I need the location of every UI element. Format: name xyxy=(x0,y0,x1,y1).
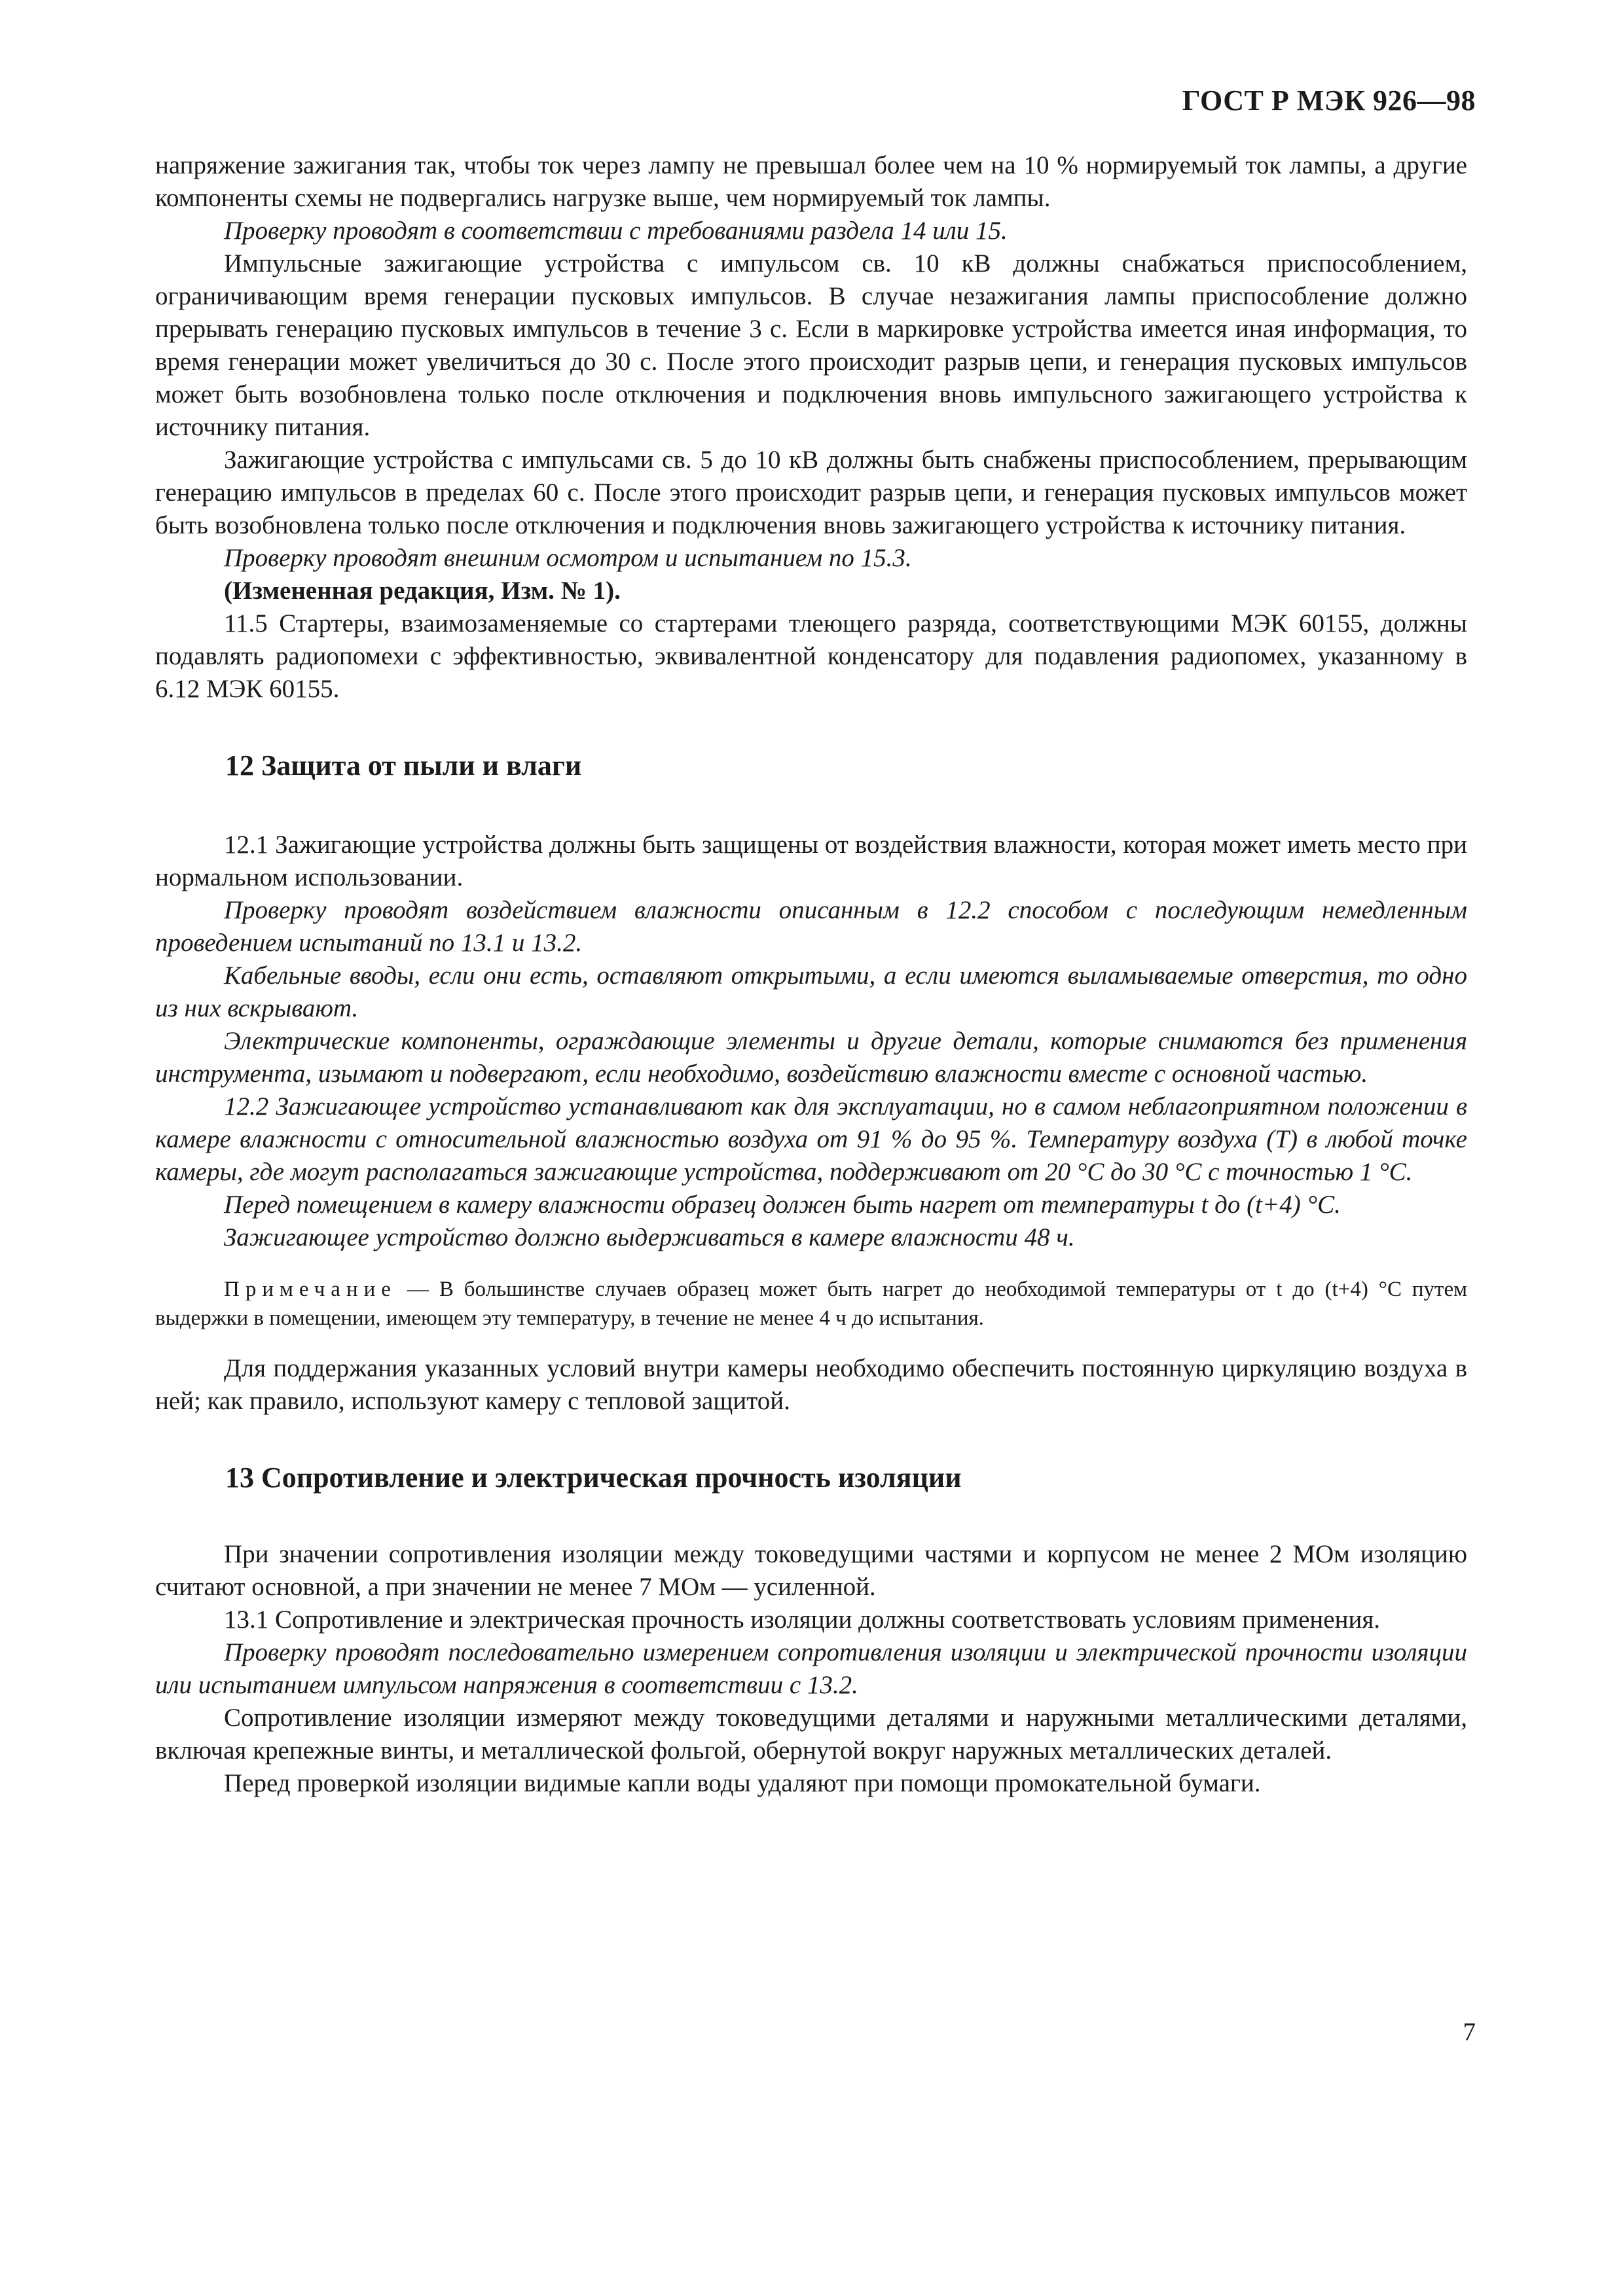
paragraph-amendment-note: (Измененная редакция, Изм. № 1). xyxy=(224,577,621,605)
spacer xyxy=(155,785,1467,829)
paragraph-check-sections-14-15: Проверку проводят в соответствии с требованиями раздела 14 или 15. xyxy=(224,217,1008,245)
spacer xyxy=(155,1333,1467,1352)
paragraph-measurement-points: Сопротивление изоляции измеряют между токоведущими деталями и наружными металлическими деталями, включая крепежные винты, и металлической фольгой, обернутой вокруг наружных металлических деталей. xyxy=(155,1704,1467,1765)
page-body xyxy=(155,149,1467,1800)
spacer xyxy=(155,706,1467,746)
paragraph-check-15-3: Проверку проводят внешним осмотром и испытанием по 15.3. xyxy=(224,544,912,572)
paragraph-48h: Зажигающее устройство должно выдерживаться в камере влажности 48 ч. xyxy=(224,1223,1075,1251)
spacer xyxy=(155,1498,1467,1538)
paragraph-12-1-check: Проверку проводят воздействием влажности описанным в 12.2 способом с последующим немедленным проведением испытаний по 13.1 и 13.2. xyxy=(155,896,1467,957)
paragraph-electrical-components: Электрические компоненты, ограждающие элементы и другие детали, которые снимаются без применения инструмента, изымают и подвергают, если необходимо, воздействию влажности вместе с основной частью. xyxy=(155,1027,1467,1088)
paragraph-11-5-starters: 11.5 Стартеры, взаимозаменяемые со стартерами тлеющего разряда, соответствующими МЭК 60155, должны подавлять радиопомехи с эффективностью, эквивалентной конденсатору для подавления радиопомех, указанному в 6.12 МЭК 60155. xyxy=(155,609,1467,703)
note-block xyxy=(155,1275,1467,1333)
paragraph-air-circulation: Для поддержания указанных условий внутри камеры необходимо обеспечить постоянную циркуляцию воздуха в ней; как правило, используют камеру с тепловой защитой. xyxy=(155,1354,1467,1415)
paragraph-insulation-resistance-values: При значении сопротивления изоляции между токоведущими частями и корпусом не менее 2 МОм изоляцию считают основной, а при значении не менее 7 МОм — усиленной. xyxy=(155,1540,1467,1601)
paragraph-ignition-voltage: напряжение зажигания так, чтобы ток через лампу не превышал более чем на 10 % нормируемый ток лампы, а другие компоненты схемы не подвергались нагрузке выше, чем нормируемый ток лампы. xyxy=(155,151,1467,212)
paragraph-cable-entries: Кабельные вводы, если они есть, оставляют открытыми, а если имеются выламываемые отверстия, то одно из них вскрывают. xyxy=(155,961,1467,1022)
paragraph-13-1-check: Проверку проводят последовательно измерением сопротивления изоляции и электрической прочности изоляции или испытанием импульсом напряжения в соответствии с 13.2. xyxy=(155,1638,1467,1699)
paragraph-preheat: Перед помещением в камеру влажности образец должен быть нагрет от температуры t до (t+4) °С. xyxy=(224,1191,1341,1219)
section-13-heading: 13 Сопротивление и электрическая прочность изоляции xyxy=(225,1462,962,1494)
note-label: Примечание xyxy=(224,1278,397,1301)
paragraph-13-1: 13.1 Сопротивление и электрическая прочность изоляции должны соответствовать условиям применения. xyxy=(224,1605,1381,1634)
paragraph-12-1: 12.1 Зажигающие устройства должны быть защищены от воздействия влажности, которая может иметь место при нормальном использовании. xyxy=(155,831,1467,891)
paragraph-water-drops: Перед проверкой изоляции видимые капли воды удаляют при помощи промокательной бумаги. xyxy=(224,1769,1261,1797)
spacer xyxy=(155,1418,1467,1458)
running-header-document-code: ГОСТ Р МЭК 926—98 xyxy=(1182,84,1476,117)
paragraph-pulse-igniters-5-10kv: Зажигающие устройства с импульсами св. 5 до 10 кВ должны быть снабжены приспособлением, прерывающим генерацию импульсов в пределах 60 с. После этого происходит разрыв цепи, и генерация пусковых импульсов может быть возобновлена только после отключения и подключения вновь зажигающего устройства к источнику питания. xyxy=(155,446,1467,539)
section-12-heading: 12 Защита от пыли и влаги xyxy=(225,749,582,781)
paragraph-pulse-igniters-10kv: Импульсные зажигающие устройства с импульсом св. 10 кВ должны снабжаться приспособлением, ограничивающим время генерации пусковых импульсов. В случае незажигания лампы приспособление должно прерывать генерацию пусковых импульсов в течение 3 с. Если в маркировке устройства имеется иная информация, то время генерации может увеличиться до 30 с. После этого происходит разрыв цепи, и генерация пусковых импульсов может быть возобновлена только после отключения и подключения вновь импульсного зажигающего устройства к источнику питания. xyxy=(155,249,1467,441)
spacer xyxy=(155,1254,1467,1275)
note-text: — В большинстве случаев образец может быть нагрет до необходимой температуры от t до (t+4) °С путем выдержки в помещении, имеющем эту температуру, в течение не менее 4 ч до испытания. xyxy=(155,1278,1468,1330)
page-number: 7 xyxy=(1463,2018,1476,2046)
paragraph-12-2: 12.2 Зажигающее устройство устанавливают как для эксплуатации, но в самом неблагоприятном положении в камере влажности с относительной влажностью воздуха от 91 % до 95 %. Температуру воздуха (Т) в любой точке камеры, где могут располагаться зажигающие устройства, поддерживают от 20 °С до 30 °С с точностью 1 °С. xyxy=(155,1092,1467,1186)
